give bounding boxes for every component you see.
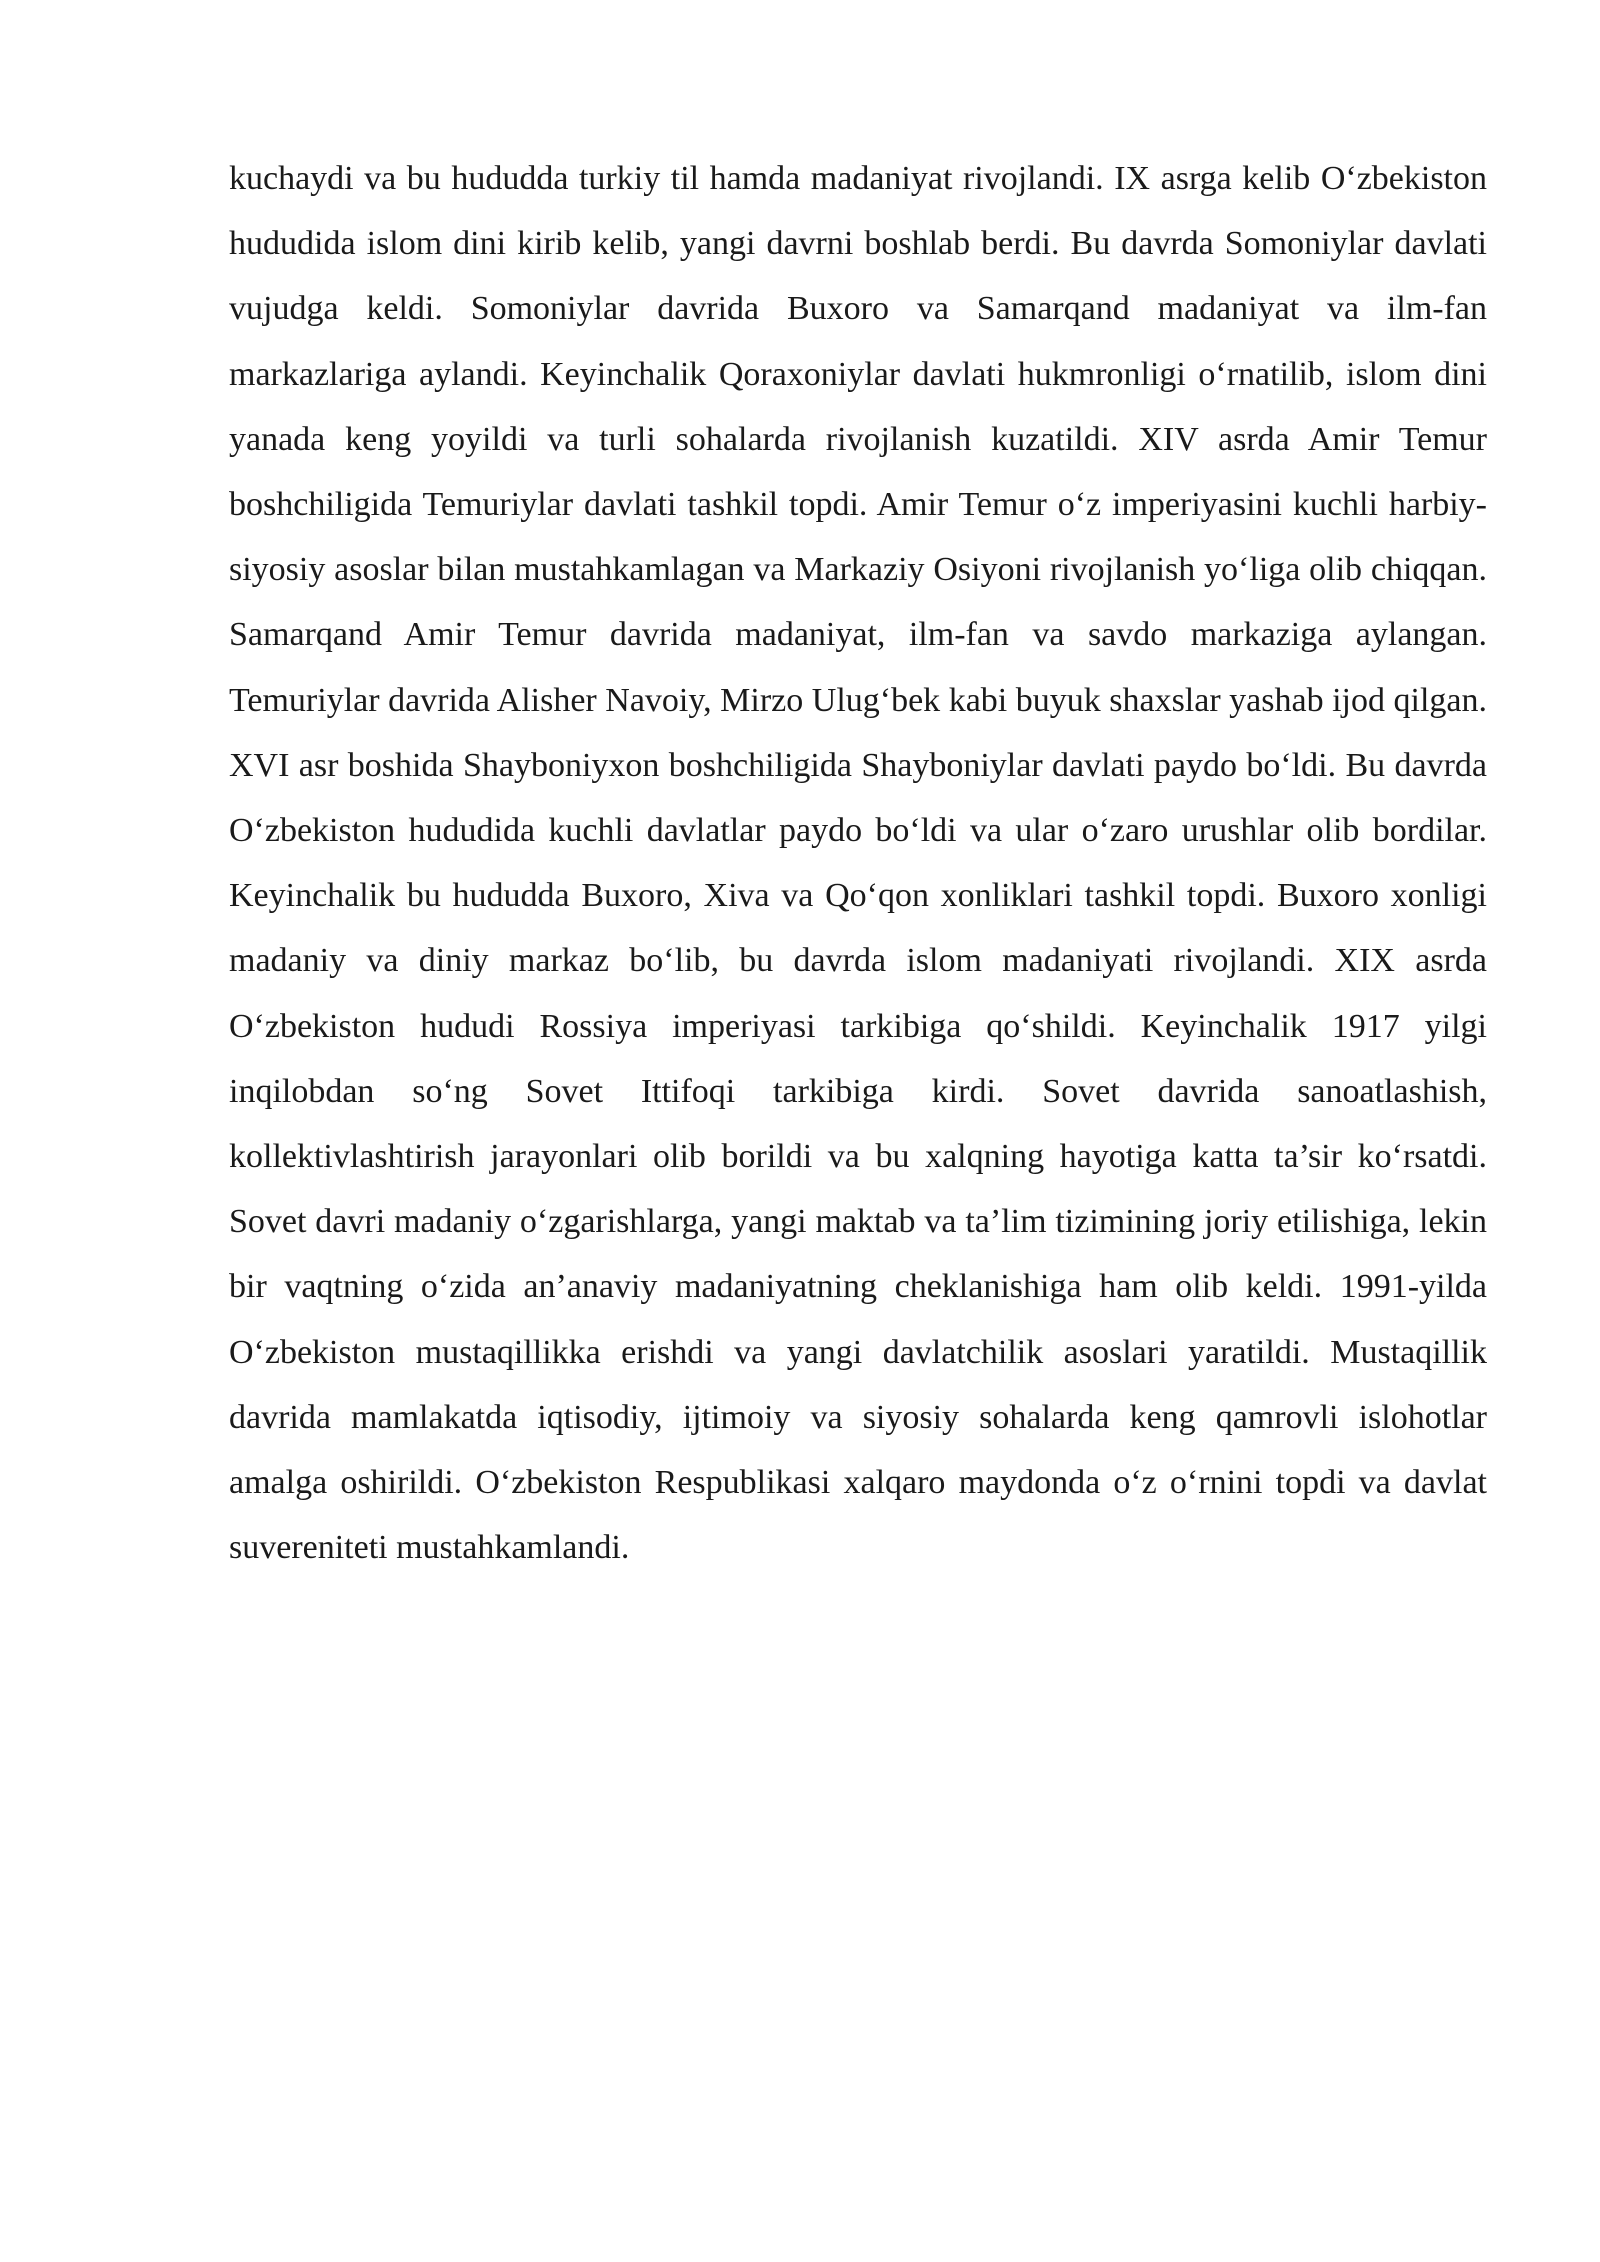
body-paragraph: kuchaydi va bu hududda turkiy til hamda madaniyat rivojlandi. IX asrga kelib O‘zbekiston hududida islom dini kirib kelib, yangi davrni boshlab berdi. Bu davrda Somoniylar davlati vujudga keldi. Somoniylar davrida Buxoro va Samarqand madaniyat va ilm-fan markazlariga aylandi. Keyinchalik Qoraxoniylar davlati hukmronligi o‘rnatilib, islom dini yanada keng yoyildi va turli sohalarda rivojlanish kuzatildi. XIV asrda Amir Temur boshchiligida Temuriylar davlati tashkil topdi. Amir Temur o‘z imperiyasini kuchli harbiy-siyosiy asoslar bilan mustahkamlagan va Markaziy Osiyoni rivojlanish yo‘liga olib chiqqan. Samarqand Amir Temur davrida madaniyat, ilm-fan va savdo markaziga aylangan. Temuriylar davrida Alisher Navoiy, Mirzo Ulug‘bek kabi buyuk shaxslar yashab ijod qilgan. XVI asr boshida Shayboniyxon boshchiligida Shayboniylar davlati paydo bo‘ldi. Bu davrda O‘zbekiston hududida kuchli davlatlar paydo bo‘ldi va ular o‘zaro urushlar olib bordilar. Keyinchalik bu hududda Buxoro, Xiva va Qo‘qon xonliklari tashkil topdi. Buxoro xonligi madaniy va diniy markaz bo‘lib, bu davrda islom madaniyati rivojlandi. XIX asrda O‘zbekiston hududi Rossiya imperiyasi tarkibiga qo‘shildi. Keyinchalik 1917 yilgi inqilobdan so‘ng Sovet Ittifoqi tarkibiga kirdi. Sovet davrida sanoatlashish, kollektivlashtirish jarayonlari olib borildi va bu xalqning hayotiga katta ta’sir ko‘rsatdi. Sovet davri madaniy o‘zgarishlarga, yangi maktab va ta’lim tizimining joriy etilishiga, lekin bir vaqtning o‘zida an’anaviy madaniyatning cheklanishiga ham olib keldi. 1991-yilda O‘zbekiston mustaqillikka erishdi va yangi davlatchilik asoslari yaratildi. Mustaqillik davrida mamlakatda iqtisodiy, ijtimoiy va siyosiy sohalarda keng qamrovli islohotlar amalga oshirildi. O‘zbekiston Respublikasi xalqaro maydonda o‘z o‘rnini topdi va davlat suvereniteti mustahkamlandi. [229, 160, 1487, 1567]
